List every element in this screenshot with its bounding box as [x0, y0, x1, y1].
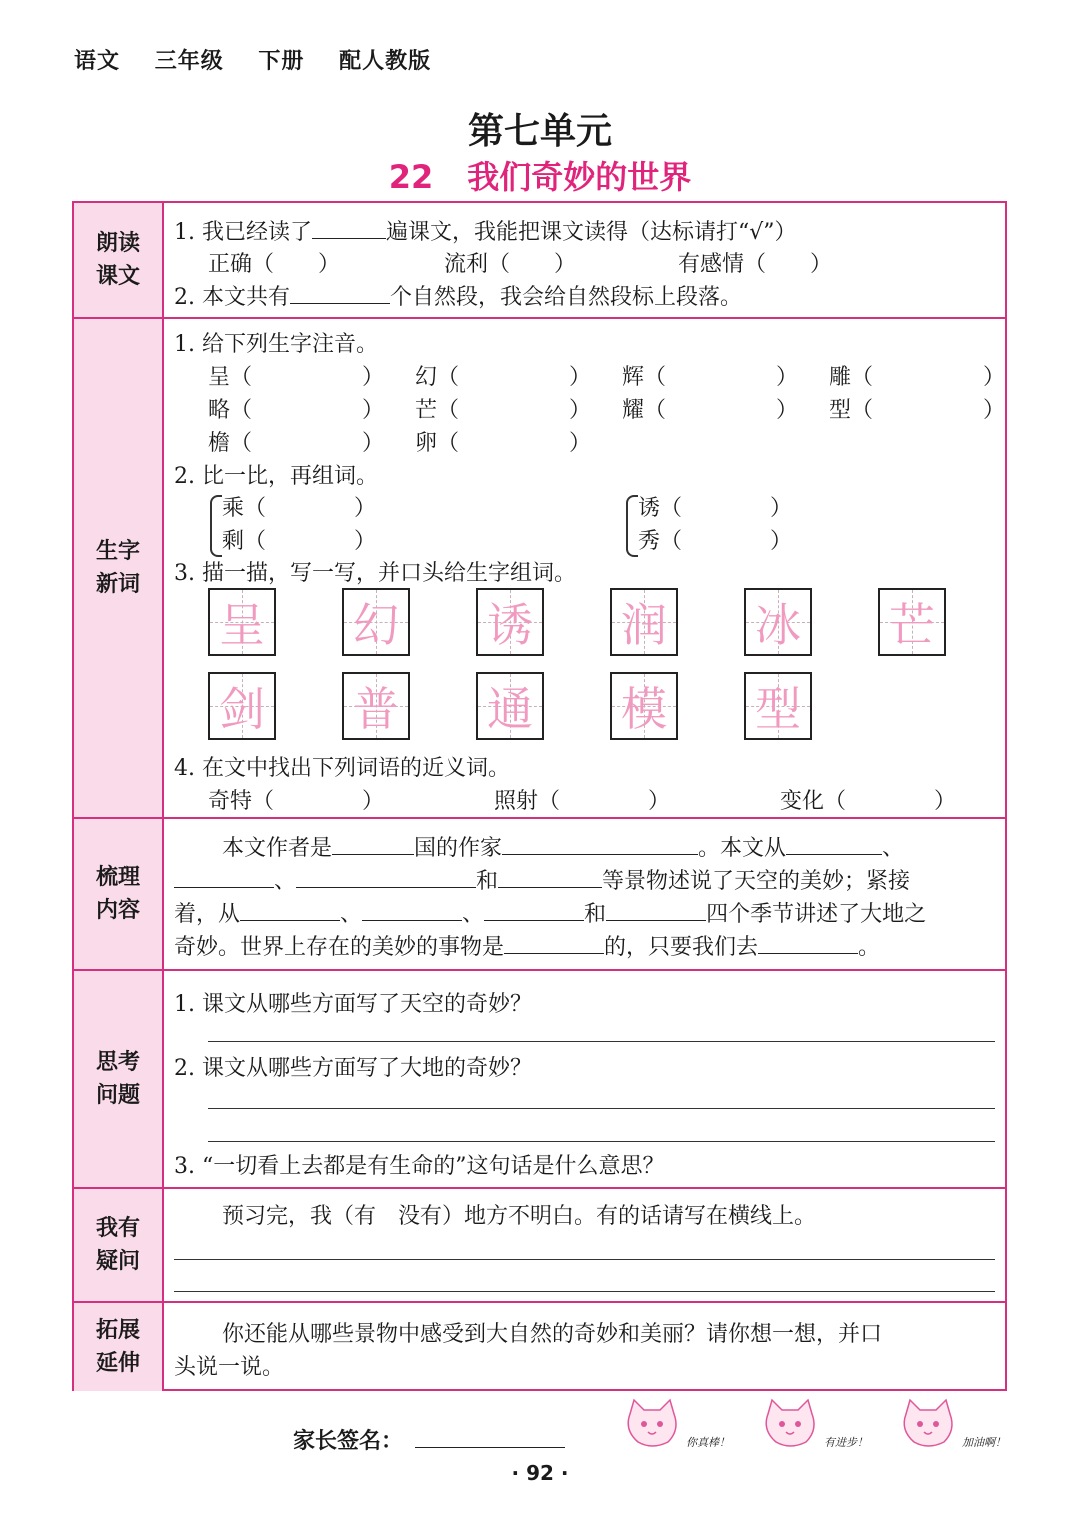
brace-icon: [210, 495, 222, 557]
answer-blank[interactable]: [312, 215, 386, 239]
sticker-caption: 有进步！: [824, 1436, 868, 1449]
think-q2: 2. 课文从哪些方面写了大地的奇妙？: [174, 1056, 532, 1081]
pinyin-item[interactable]: 雕（ ）: [829, 365, 1006, 390]
section-doubt: [74, 1189, 1005, 1303]
words-q4: 4. 在文中找出下列词语的近义词。: [174, 756, 510, 781]
answer-blank[interactable]: [786, 831, 882, 855]
worksheet-table: [72, 201, 1007, 1391]
summary-line-1: 本文作者是 国的作家 。本文从 、: [222, 831, 904, 862]
pinyin-item[interactable]: 呈（ ）: [208, 365, 385, 390]
pinyin-item[interactable]: 略（ ）: [208, 398, 385, 423]
trace-box[interactable]: 模: [610, 672, 678, 740]
words-q3: 3. 描一描，写一写，并口头给生字组词。: [174, 561, 576, 586]
read-q1: 1. 我已经读了 遍课文，我能把课文读得（达标请打“√”）: [174, 215, 797, 246]
read-opt-emotion[interactable]: 有感情（ ）: [678, 252, 833, 277]
section-label: 思考 问题: [74, 971, 164, 1187]
think-q3: 3. “一切看上去都是有生命的”这句话是什么意思？: [174, 1154, 665, 1179]
compare-item[interactable]: 剩（ ）: [222, 529, 377, 554]
answer-blank[interactable]: [498, 864, 602, 888]
section-read: [74, 203, 1005, 319]
section-label: 生字 新词: [74, 319, 164, 817]
answer-blank[interactable]: [290, 280, 390, 304]
sticker-cat-2: [758, 1396, 868, 1456]
trace-box[interactable]: 型: [744, 672, 812, 740]
synonym-item[interactable]: 奇特（ ）: [208, 789, 385, 814]
trace-box[interactable]: 幻: [342, 588, 410, 656]
trace-box[interactable]: 剑: [208, 672, 276, 740]
cat-icon: [620, 1396, 690, 1452]
section-label: 梳理 内容: [74, 819, 164, 969]
section-words: [74, 319, 1005, 819]
synonym-item[interactable]: 变化（ ）: [780, 789, 957, 814]
synonym-item[interactable]: 照射（ ）: [494, 789, 671, 814]
read-opt-correct[interactable]: 正确（ ）: [208, 252, 341, 277]
section-label: 朗读 课文: [74, 203, 164, 317]
pinyin-item[interactable]: 卵（ ）: [415, 431, 592, 456]
section-summary: [74, 819, 1005, 971]
section-think: [74, 971, 1005, 1189]
compare-item[interactable]: 秀（ ）: [638, 529, 793, 554]
read-q2: 2. 本文共有 个自然段，我会给自然段标上段落。: [174, 280, 742, 311]
answer-line[interactable]: [174, 1259, 995, 1260]
answer-line[interactable]: [208, 1108, 995, 1109]
trace-box[interactable]: 芒: [878, 588, 946, 656]
extend-line-1: 你还能从哪些景物中感受到大自然的奇妙和美丽？请你想一想，并口: [222, 1322, 883, 1347]
edition: 配人教版: [339, 49, 432, 74]
read-opt-fluent[interactable]: 流利（ ）: [444, 252, 577, 277]
trace-box[interactable]: 冰: [744, 588, 812, 656]
lesson-name: 我们奇妙的世界: [467, 158, 692, 196]
summary-line-4: 奇妙。世界上存在的美妙的事物是 的，只要我们去 。: [174, 930, 880, 961]
extend-line-2: 头说一说。: [174, 1355, 285, 1380]
pinyin-item[interactable]: 幻（ ）: [415, 365, 592, 390]
cat-icon: [896, 1396, 966, 1452]
words-q2: 2. 比一比，再组词。: [174, 464, 378, 489]
lesson-title: [0, 152, 1080, 198]
unit-title: 第七单元: [467, 111, 612, 152]
cat-icon: [758, 1396, 828, 1452]
lesson-number: 22: [388, 158, 434, 196]
compare-item[interactable]: 乘（ ）: [222, 496, 377, 521]
answer-blank[interactable]: [504, 930, 604, 954]
answer-blank[interactable]: [502, 831, 698, 855]
book-header: [74, 44, 457, 75]
answer-blank[interactable]: [296, 864, 476, 888]
answer-blank[interactable]: [240, 897, 340, 921]
section-label: 我有 疑问: [74, 1189, 164, 1301]
subject: 语文: [74, 49, 121, 74]
answer-blank[interactable]: [332, 831, 414, 855]
answer-line[interactable]: [208, 1141, 995, 1142]
answer-blank[interactable]: [758, 930, 858, 954]
summary-line-2: 、 和 等景物述说了天空的美妙；紧接: [174, 864, 910, 895]
pinyin-item[interactable]: 辉（ ）: [622, 365, 799, 390]
answer-blank[interactable]: [484, 897, 584, 921]
answer-blank[interactable]: [174, 864, 274, 888]
sticker-cat-3: [896, 1396, 1006, 1456]
trace-box[interactable]: 普: [342, 672, 410, 740]
brace-icon: [626, 495, 638, 557]
trace-box[interactable]: 诱: [476, 588, 544, 656]
trace-box[interactable]: 通: [476, 672, 544, 740]
doubt-prompt: 预习完，我（有 没有）地方不明白。有的话请写在横线上。: [222, 1204, 817, 1229]
page-number: · 92 ·: [511, 1461, 569, 1485]
compare-item[interactable]: 诱（ ）: [638, 496, 793, 521]
summary-line-3: 着，从 、 、 和 四个季节讲述了大地之: [174, 897, 926, 928]
sticker-caption: 你真棒！: [686, 1436, 730, 1449]
answer-blank[interactable]: [362, 897, 462, 921]
answer-blank[interactable]: [606, 897, 706, 921]
sticker-cat-1: [620, 1396, 730, 1456]
section-label: 拓展 延伸: [74, 1303, 164, 1391]
parent-signature: 家长签名：: [293, 1424, 565, 1455]
section-extend: [74, 1303, 1005, 1391]
pinyin-item[interactable]: 芒（ ）: [415, 398, 592, 423]
volume: 下册: [258, 49, 305, 74]
grade: 三年级: [154, 49, 224, 74]
pinyin-item[interactable]: 檐（ ）: [208, 431, 385, 456]
words-q1: 1. 给下列生字注音。: [174, 332, 378, 357]
trace-box[interactable]: 呈: [208, 588, 276, 656]
sticker-caption: 加油啊！: [962, 1436, 1006, 1449]
think-q1: 1. 课文从哪些方面写了天空的奇妙？: [174, 992, 532, 1017]
pinyin-item[interactable]: 型（ ）: [829, 398, 1006, 423]
answer-line[interactable]: [208, 1041, 995, 1042]
signature-blank[interactable]: [415, 1424, 565, 1448]
pinyin-item[interactable]: 耀（ ）: [622, 398, 799, 423]
answer-line[interactable]: [174, 1291, 995, 1292]
trace-box[interactable]: 润: [610, 588, 678, 656]
